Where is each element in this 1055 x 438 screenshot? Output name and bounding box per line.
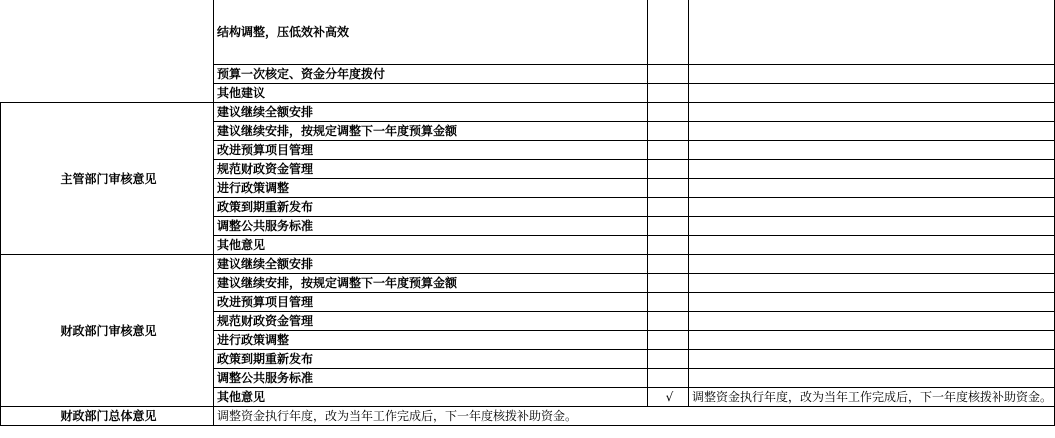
check-cell[interactable] (648, 0, 689, 65)
table-row (1, 103, 1055, 122)
note-cell[interactable] (689, 198, 1055, 217)
option-cell[interactable]: 调整公共服务标准 (214, 369, 648, 388)
note-cell[interactable] (689, 84, 1055, 103)
check-cell[interactable] (648, 141, 689, 160)
option-cell[interactable]: 政策到期重新发布 (214, 350, 648, 369)
check-cell[interactable] (648, 122, 689, 141)
check-cell[interactable] (648, 179, 689, 198)
check-cell[interactable] (648, 312, 689, 331)
option-cell[interactable]: 其他建议 (214, 84, 648, 103)
note-cell[interactable] (689, 350, 1055, 369)
check-cell[interactable] (648, 369, 689, 388)
note-cell[interactable]: 调整资金执行年度，改为当年工作完成后，下一年度核拨补助资金。 (689, 388, 1055, 407)
note-cell[interactable] (689, 65, 1055, 84)
option-cell[interactable]: 调整公共服务标准 (214, 217, 648, 236)
table-row (1, 407, 1055, 426)
note-cell[interactable] (689, 236, 1055, 255)
note-cell[interactable] (689, 255, 1055, 274)
note-cell[interactable] (689, 141, 1055, 160)
check-cell[interactable] (648, 217, 689, 236)
note-cell[interactable] (689, 160, 1055, 179)
option-cell[interactable]: 其他意见 (214, 236, 648, 255)
note-cell[interactable] (689, 293, 1055, 312)
note-cell[interactable] (689, 312, 1055, 331)
note-cell[interactable] (689, 0, 1055, 65)
option-cell[interactable]: 预算一次核定、资金分年度拨付 (214, 65, 648, 84)
note-cell[interactable] (689, 179, 1055, 198)
option-cell[interactable]: 改进预算项目管理 (214, 293, 648, 312)
section-label-dept-review: 主管部门审核意见 (1, 103, 214, 255)
check-cell[interactable] (648, 65, 689, 84)
note-cell[interactable] (689, 217, 1055, 236)
check-cell[interactable] (648, 255, 689, 274)
option-cell[interactable]: 规范财政资金管理 (214, 312, 648, 331)
table-row (1, 255, 1055, 274)
option-cell[interactable]: 进行政策调整 (214, 179, 648, 198)
check-cell[interactable] (648, 198, 689, 217)
option-cell[interactable]: 建议继续全额安排 (214, 103, 648, 122)
note-cell[interactable] (689, 274, 1055, 293)
option-cell[interactable]: 其他意见 (214, 388, 648, 407)
check-cell[interactable] (648, 293, 689, 312)
check-cell[interactable] (648, 160, 689, 179)
section-label-finance-review: 财政部门审核意见 (1, 255, 214, 407)
check-cell[interactable] (648, 350, 689, 369)
check-cell[interactable] (648, 236, 689, 255)
option-cell[interactable]: 建议继续安排，按规定调整下一年度预算金额 (214, 122, 648, 141)
section-label-top (1, 0, 214, 103)
option-cell[interactable]: 结构调整，压低效补高效 (214, 0, 648, 65)
section-label-overall: 财政部门总体意见 (1, 407, 214, 426)
note-cell[interactable] (689, 369, 1055, 388)
check-cell[interactable] (648, 103, 689, 122)
option-cell[interactable]: 建议继续安排，按规定调整下一年度预算金额 (214, 274, 648, 293)
note-cell[interactable] (689, 103, 1055, 122)
check-cell[interactable] (648, 331, 689, 350)
option-cell[interactable]: 政策到期重新发布 (214, 198, 648, 217)
check-cell[interactable]: √ (648, 388, 689, 407)
note-cell[interactable] (689, 331, 1055, 350)
option-cell[interactable]: 规范财政资金管理 (214, 160, 648, 179)
check-cell[interactable] (648, 84, 689, 103)
table-row (1, 0, 1055, 65)
note-cell[interactable] (689, 122, 1055, 141)
option-cell[interactable]: 改进预算项目管理 (214, 141, 648, 160)
option-cell[interactable]: 进行政策调整 (214, 331, 648, 350)
option-cell[interactable]: 建议继续全额安排 (214, 255, 648, 274)
check-cell[interactable] (648, 274, 689, 293)
overall-opinion-cell[interactable]: 调整资金执行年度，改为当年工作完成后，下一年度核拨补助资金。 (214, 407, 1055, 426)
